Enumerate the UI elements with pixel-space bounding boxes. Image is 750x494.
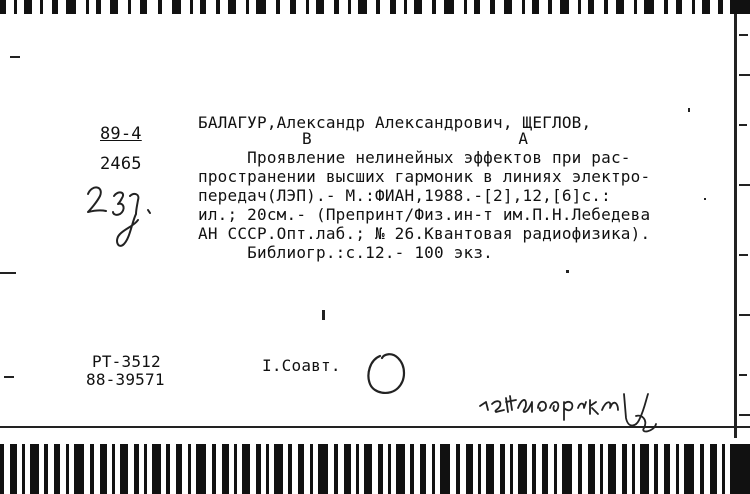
top-edge-barcode bbox=[0, 0, 750, 14]
description-line: ил.; 20см.- (Препринт/Физ.ин-т им.П.Н.Лебедева bbox=[198, 205, 651, 224]
description-line: Библиогр.:с.12.- 100 экз. bbox=[198, 243, 493, 262]
description-line: передач(ЛЭП).- М.:ФИАН,1988.-[2],12,[6]с.: bbox=[198, 186, 611, 205]
description-line: пространении высших гармоник в линиях электро- bbox=[198, 167, 651, 186]
description-line: Проявление нелинейных эффектов при рас- bbox=[198, 148, 631, 167]
accession-code: 88-39571 bbox=[86, 370, 165, 389]
author-initials: В А bbox=[302, 129, 529, 148]
circle-mark bbox=[362, 350, 412, 400]
copies-note: I.Соавт. bbox=[262, 356, 341, 375]
handwritten-mark bbox=[80, 180, 170, 260]
shelf-code: РТ-3512 bbox=[92, 352, 161, 371]
description-line: АН СССР.Опт.лаб.; № 26.Квантовая радиофизика). bbox=[198, 224, 651, 243]
call-number: 89-4 bbox=[100, 124, 142, 144]
handwritten-note bbox=[476, 388, 666, 438]
author-line: БАЛАГУР,Александр Александрович, ЩЕГЛОВ, bbox=[198, 113, 592, 132]
bottom-edge-barcode bbox=[0, 438, 750, 494]
right-edge-strip bbox=[732, 14, 750, 438]
inventory-number: 2465 bbox=[100, 154, 142, 174]
